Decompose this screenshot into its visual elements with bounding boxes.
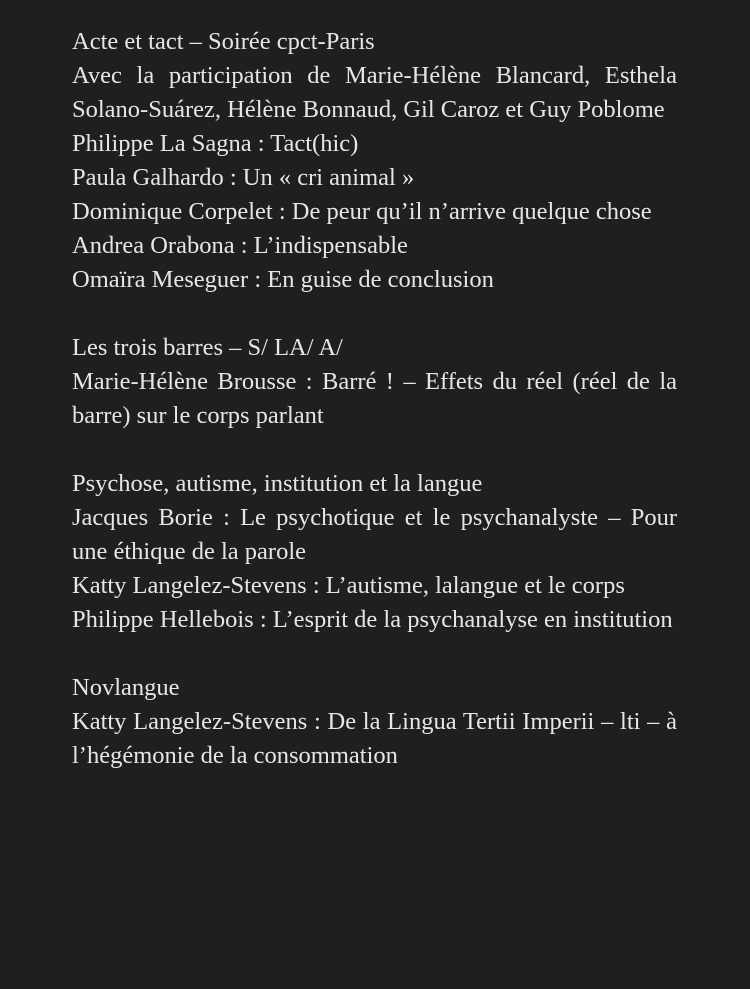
entry: Katty Langelez-Stevens : De la Lingua Tertii Imperii – lti – à l’hégémonie de la consommation [72, 708, 677, 769]
section-trois-barres [72, 331, 677, 433]
entry: Marie-Hélène Brousse : Barré ! – Effets du réel (réel de la barre) sur le corps parlant [72, 368, 677, 429]
entry: Paula Galhardo : Un « cri animal » [72, 164, 415, 191]
entry: Omaïra Meseguer : En guise de conclusion [72, 266, 494, 293]
entry: Jacques Borie : Le psychotique et le psychanalyste – Pour une éthique de la parole [72, 504, 677, 565]
entry: Dominique Corpelet : De peur qu’il n’arrive quelque chose [72, 198, 652, 225]
section-title: Novlangue [72, 674, 180, 701]
entry: Philippe Hellebois : L’esprit de la psychanalyse en institution [72, 606, 673, 633]
entry: Philippe La Sagna : Tact(hic) [72, 130, 359, 157]
section-novlangue [72, 671, 677, 773]
entry: Katty Langelez-Stevens : L’autisme, lalangue et le corps [72, 572, 625, 599]
entry: Andrea Orabona : L’indispensable [72, 232, 408, 259]
document-body [72, 25, 677, 773]
section-title: Les trois barres – S/ LA/ A/ [72, 334, 343, 361]
section-title: Acte et tact – Soirée cpct-Paris [72, 28, 375, 55]
section-title: Psychose, autisme, institution et la langue [72, 470, 483, 497]
entry: Avec la participation de Marie-Hélène Blancard, Esthela Solano-Suárez, Hélène Bonnaud, Gil Caroz et Guy Poblome [72, 62, 677, 123]
section-acte-et-tact [72, 25, 677, 297]
section-psychose-autisme [72, 467, 677, 637]
